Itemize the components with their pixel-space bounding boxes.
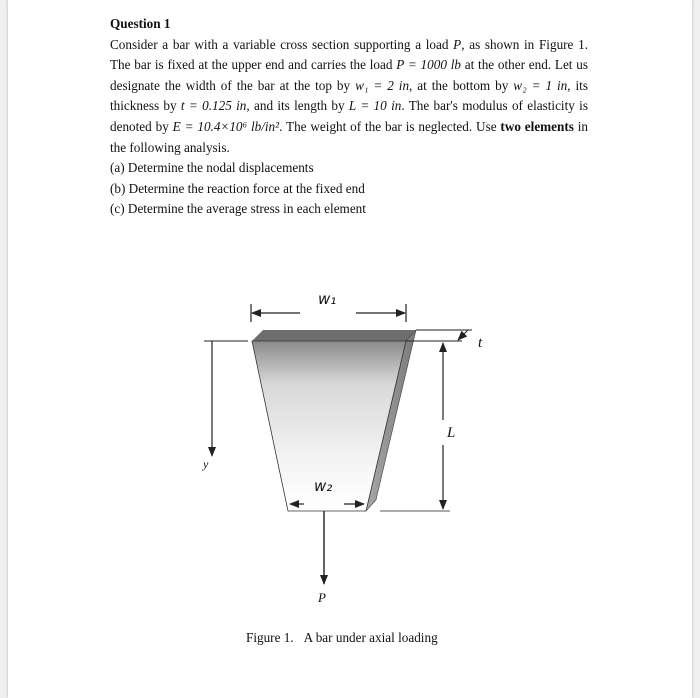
P-label: P (318, 590, 326, 605)
figure-caption-label: Figure 1. (246, 630, 294, 645)
text-segment: at the other end. Let us designate the width of the bar at the top by (110, 57, 588, 93)
subquestion-c: (c) Determine the average stress in each element (110, 201, 366, 217)
math-w1: w₁ = 2 in (355, 77, 410, 93)
bold-emphasis: two elements (500, 118, 574, 134)
text-segment: , and its length by (246, 98, 349, 114)
subquestion-a: (a) Determine the nodal displacements (110, 160, 314, 176)
question-text-block (110, 14, 588, 220)
bar-figure (0, 270, 700, 630)
text-segment: in the following analysis. (110, 118, 588, 155)
w2-label: w₂ (314, 477, 333, 495)
text-segment: , at the bottom by (409, 77, 514, 93)
figure-caption-text: A bar under axial loading (303, 630, 438, 645)
bar-top-face (252, 330, 416, 341)
subquestion-b: (b) Determine the reaction force at the fixed end (110, 180, 365, 196)
text-segment: , its thickness by (110, 77, 588, 114)
t-label: t (478, 335, 483, 351)
figure-caption (246, 630, 438, 646)
t-dim-arrow (458, 330, 468, 340)
math-E: E = 10.4×10⁶ lb/in² (172, 118, 280, 134)
math-load: P = 1000 lb (396, 57, 461, 73)
L-label: L (447, 425, 456, 441)
question-title: Question 1 (110, 16, 171, 31)
text-segment: , as shown in Figure 1. The bar is fixed at the upper end and carries the load (110, 36, 588, 73)
question-paragraph (110, 35, 588, 159)
math-L: L = 10 in (348, 98, 402, 114)
text-segment: . The weight of the bar is neglected. Use (279, 118, 501, 134)
math-P: P (453, 36, 462, 52)
y-label: y (203, 457, 209, 471)
math-w2: w₂ = 1 in (513, 77, 568, 93)
w1-label: w₁ (318, 290, 337, 308)
text-segment: . The bar's modulus of elasticity is denoted by (110, 98, 588, 134)
text-segment: Consider a bar with a variable cross section supporting a load (110, 36, 454, 52)
math-t: t = 0.125 in (180, 98, 247, 114)
